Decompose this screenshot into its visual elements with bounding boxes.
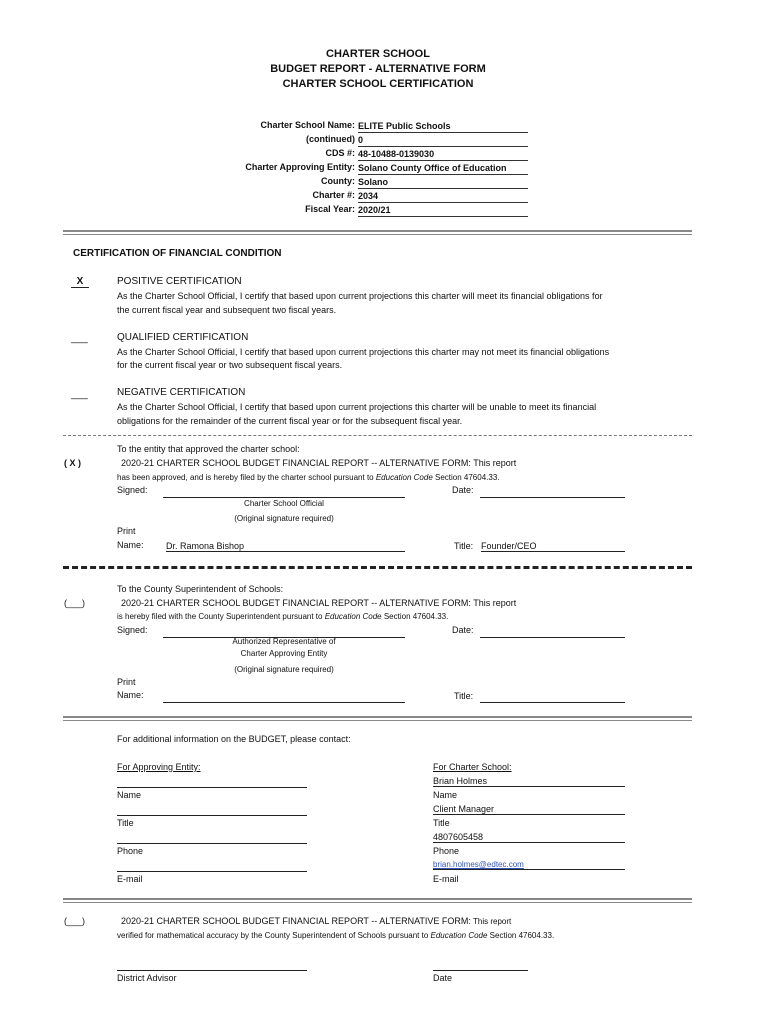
approving-entity-value[interactable]: Solano County Office of Education	[358, 162, 528, 175]
positive-text-line1: As the Charter School Official, I certify that based upon current projections this charter will meet its financial obligations for	[117, 291, 603, 301]
school-contact-email	[433, 860, 625, 870]
qualified-text-line1: As the Charter School Official, I certify that based upon current projections this charter may not meet its financial obligations	[117, 347, 610, 357]
form-title-3: CHARTER SCHOOL CERTIFICATION	[282, 78, 474, 90]
sec2-title-line[interactable]	[480, 702, 625, 703]
sec2-to: To the County Superintendent of Schools:	[117, 584, 284, 594]
sec1-name-label: Name:	[117, 540, 144, 550]
school-contact-name[interactable]: Brian Holmes	[433, 776, 625, 787]
sec3-report-tail: This report	[470, 917, 512, 926]
charter-number-value[interactable]: 2034	[358, 190, 528, 203]
charter-school-heading: For Charter School:	[433, 762, 512, 772]
advisor-date-label: Date	[433, 973, 453, 983]
sec1-title-label: Title:	[454, 541, 474, 551]
negative-title: NEGATIVE CERTIFICATION	[117, 387, 246, 398]
school-title-label: Title	[433, 818, 450, 828]
approving-email-label: E-mail	[117, 874, 143, 884]
sec1-signed-label: Signed:	[117, 485, 148, 495]
sec1-to: To the entity that approved the charter school:	[117, 444, 300, 454]
divider	[63, 230, 692, 235]
approving-title-line[interactable]	[117, 815, 307, 816]
sec2-auth-line1: Authorized Representative of	[232, 637, 336, 646]
qualified-text-line2: for the current fiscal year or two subsequent fiscal years.	[117, 360, 343, 370]
approving-entity-label: Charter Approving Entity:	[245, 162, 355, 172]
sec1-filed-code: Education Code	[375, 473, 433, 482]
approving-email-line[interactable]	[117, 871, 307, 872]
certification-heading: CERTIFICATION OF FINANCIAL CONDITION	[73, 248, 282, 259]
positive-text-line2: the current fiscal year and subsequent two fiscal years.	[117, 305, 337, 315]
approving-name-line[interactable]	[117, 787, 307, 788]
sec2-date-line[interactable]	[480, 637, 625, 638]
contact-intro: For additional information on the BUDGET, please contact:	[117, 734, 351, 744]
approving-title-label: Title	[117, 818, 134, 828]
advisor-signature-line[interactable]	[117, 970, 307, 971]
thick-dashed-divider	[63, 566, 692, 569]
sec2-filed-text	[117, 612, 448, 621]
sec1-print-label: Print	[117, 526, 136, 536]
form-title-1: CHARTER SCHOOL	[326, 48, 430, 60]
fiscal-year-label: Fiscal Year:	[305, 204, 355, 214]
sec2-original-note: (Original signature required)	[234, 665, 334, 674]
sec2-print-label: Print	[117, 677, 136, 687]
cds-label: CDS #:	[325, 148, 355, 158]
header-fields	[0, 120, 770, 220]
sec2-signed-label: Signed:	[117, 625, 148, 635]
approving-entity-heading: For Approving Entity:	[117, 762, 201, 772]
positive-title: POSITIVE CERTIFICATION	[117, 276, 242, 287]
sec1-date-line[interactable]	[480, 497, 625, 498]
sec3-verified-text	[117, 931, 554, 940]
negative-checkbox[interactable]: ___	[71, 389, 88, 400]
sec2-name-label: Name:	[117, 690, 144, 700]
form-title-2: BUDGET REPORT - ALTERNATIVE FORM	[270, 63, 486, 75]
sec2-report: 2020-21 CHARTER SCHOOL BUDGET FINANCIAL REPORT -- ALTERNATIVE FORM: This report	[121, 598, 517, 608]
sec3-report-main: 2020-21 CHARTER SCHOOL BUDGET FINANCIAL REPORT -- ALTERNATIVE FORM:	[121, 916, 471, 926]
qualified-title: QUALIFIED CERTIFICATION	[117, 332, 249, 343]
sec1-official-label: Charter School Official	[244, 499, 324, 508]
district-advisor-label: District Advisor	[117, 973, 177, 983]
sec2-auth-line2: Charter Approving Entity	[240, 649, 328, 658]
negative-text-line2: obligations for the remainder of the current fiscal year or for the subsequent fiscal year.	[117, 416, 463, 426]
school-name-value[interactable]: ELITE Public Schools	[358, 120, 528, 133]
county-label: County:	[321, 176, 355, 186]
qualified-checkbox[interactable]: ___	[71, 333, 88, 344]
approving-phone-label: Phone	[117, 846, 144, 856]
sec2-filed-pre: is hereby filed with the County Superintendent pursuant to	[117, 612, 325, 621]
sec1-date-label: Date:	[452, 485, 474, 495]
advisor-date-line[interactable]	[433, 970, 528, 971]
sec3-report	[121, 916, 511, 926]
sec3-verified-post: Section 47604.33.	[487, 931, 555, 940]
county-value[interactable]: Solano	[358, 176, 528, 189]
continued-value[interactable]: 0	[358, 134, 528, 147]
sec2-title-label: Title:	[454, 691, 474, 701]
dashed-divider	[63, 435, 692, 436]
approving-phone-line[interactable]	[117, 843, 307, 844]
sec2-filed-post: Section 47604.33.	[381, 612, 449, 621]
cds-value[interactable]: 48-10488-0139030	[358, 148, 528, 161]
school-contact-title[interactable]: Client Manager	[433, 804, 625, 815]
sec3-checkbox[interactable]: (___)	[64, 916, 86, 926]
school-name-label: Name	[433, 790, 458, 800]
divider	[63, 716, 692, 721]
sec1-report: 2020-21 CHARTER SCHOOL BUDGET FINANCIAL REPORT -- ALTERNATIVE FORM: This report	[121, 458, 517, 468]
sec1-filed-pre: has been approved, and is hereby filed by the charter school pursuant to	[117, 473, 376, 482]
fiscal-year-value[interactable]: 2020/21	[358, 204, 528, 217]
sec2-filed-code: Education Code	[324, 612, 382, 621]
school-phone-label: Phone	[433, 846, 460, 856]
positive-checkbox[interactable]: X	[71, 276, 89, 288]
sec1-signature-line[interactable]	[163, 497, 405, 498]
school-email-label: E-mail	[433, 874, 459, 884]
negative-text-line1: As the Charter School Official, I certify that based upon current projections this charter will be unable to meet its financial	[117, 402, 597, 412]
sec3-verified-pre: verified for mathematical accuracy by the County Superintendent of Schools pursuant to	[117, 931, 431, 940]
sec2-checkbox[interactable]: (___)	[64, 598, 86, 608]
sec1-filed-text	[117, 473, 500, 482]
charter-number-label: Charter #:	[312, 190, 355, 200]
approving-name-label: Name	[117, 790, 142, 800]
sec1-name-value[interactable]: Dr. Ramona Bishop	[166, 541, 405, 552]
sec2-name-line[interactable]	[163, 702, 405, 703]
sec3-verified-code: Education Code	[430, 931, 488, 940]
school-contact-phone[interactable]: 4807605458	[433, 832, 625, 843]
divider	[63, 898, 692, 903]
school-name-label: Charter School Name:	[260, 120, 355, 130]
school-email-link[interactable]: brian.holmes@edtec.com	[433, 860, 524, 869]
sec1-checkbox[interactable]: ( X )	[64, 458, 81, 468]
sec1-original-note: (Original signature required)	[234, 514, 334, 523]
sec1-filed-post: Section 47604.33.	[432, 473, 500, 482]
sec1-title-value[interactable]: Founder/CEO	[481, 541, 625, 552]
sec2-date-label: Date:	[452, 625, 474, 635]
continued-label: (continued)	[306, 134, 355, 144]
